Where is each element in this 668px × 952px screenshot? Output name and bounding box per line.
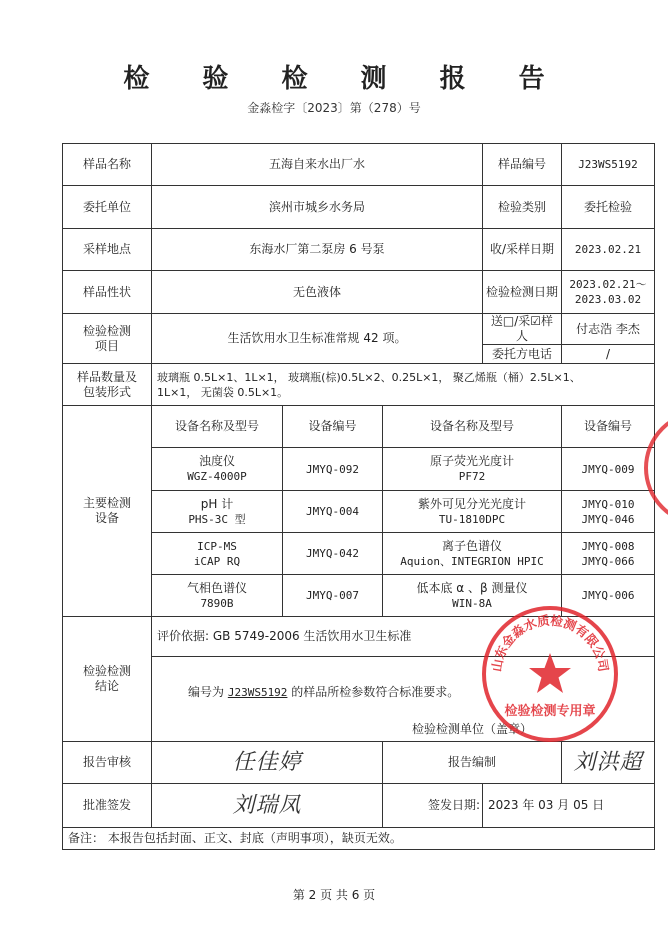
equipment-no-line: JMYQ-008 bbox=[581, 539, 635, 553]
equipment-no: JMYQ-006 bbox=[562, 575, 655, 617]
client-value: 滨州市城乡水务局 bbox=[152, 186, 483, 229]
equipment-label-line1: 主要检测 bbox=[82, 496, 131, 510]
conclusion-label-line2: 结论 bbox=[94, 679, 119, 693]
equipment-name bbox=[383, 533, 562, 575]
approve-label: 批准签发 bbox=[63, 784, 152, 828]
items-label-line1: 检验检测 bbox=[82, 323, 131, 338]
equipment-name bbox=[383, 575, 562, 617]
equipment-model-line: PHS-3C 型 bbox=[188, 512, 246, 526]
seal-purpose-text: 检验检测专用章 bbox=[504, 704, 596, 719]
equipment-model-line: 7890B bbox=[200, 596, 234, 610]
equipment-name bbox=[152, 575, 283, 617]
equipment-header-name-2: 设备名称及型号 bbox=[383, 406, 562, 448]
quantity-line1: 玻璃瓶 0.5L×1、1L×1， 玻璃瓶(棕)0.5L×2、0.25L×1， 聚乙烯瓶（桶）2.5L×1、 bbox=[157, 370, 581, 384]
page-footer: 第 2 页 共 6 页 bbox=[292, 888, 376, 902]
equipment-no: JMYQ-004 bbox=[283, 491, 383, 533]
sampling-date-value: 2023.02.21 bbox=[562, 229, 655, 271]
equipment-model-line: WGZ-4000P bbox=[187, 470, 247, 483]
equipment-name bbox=[383, 491, 562, 533]
issue-date-label: 签发日期: bbox=[383, 784, 483, 828]
sampling-date-label: 收/采样日期 bbox=[483, 229, 562, 271]
equipment-no-line: JMYQ-010 bbox=[581, 497, 635, 511]
equipment-no bbox=[562, 491, 655, 533]
equipment-no bbox=[562, 533, 655, 575]
sampler-names: 付志浩 李杰 bbox=[562, 314, 655, 345]
equipment-model-line: WIN-8A bbox=[452, 596, 492, 610]
sample-no-label: 样品编号 bbox=[483, 144, 562, 186]
equipment-name-line: 低本底 α 、β 测量仪 bbox=[416, 580, 528, 595]
client-phone-value: / bbox=[562, 345, 655, 364]
test-date-end: 2023.03.02 bbox=[574, 293, 642, 306]
client-phone-label: 委托方电话 bbox=[483, 345, 562, 364]
review-label: 报告审核 bbox=[63, 742, 152, 784]
conclusion-prefix: 编号为 bbox=[188, 685, 228, 699]
equipment-name-line: 离子色谱仪 bbox=[441, 538, 502, 553]
delivery-label: 送□/采☑样人 bbox=[483, 314, 562, 345]
quantity-label-line1: 样品数量及 bbox=[76, 369, 137, 384]
equipment-no-line: JMYQ-046 bbox=[581, 512, 635, 526]
test-date-label: 检验检测日期 bbox=[483, 271, 562, 314]
report-number: 金淼检字〔2023〕第（278）号 bbox=[247, 101, 421, 115]
equipment-header-name-1: 设备名称及型号 bbox=[152, 406, 283, 448]
equipment-header-no-2: 设备编号 bbox=[562, 406, 655, 448]
compiler-label: 报告编制 bbox=[383, 742, 562, 784]
items-label-line2: 项目 bbox=[94, 338, 119, 353]
seal-org-text: 山东金淼水质检测有限公司 bbox=[488, 612, 612, 673]
equipment-name bbox=[152, 533, 283, 575]
equipment-name-line: 浊度仪 bbox=[198, 454, 235, 468]
conclusion-label bbox=[63, 617, 152, 742]
test-date-value bbox=[562, 271, 655, 314]
testing-unit: 检验检测单位（盖章） bbox=[412, 722, 533, 736]
client-label: 委托单位 bbox=[63, 186, 152, 229]
site-label: 采样地点 bbox=[63, 229, 152, 271]
equipment-no: JMYQ-092 bbox=[283, 448, 383, 491]
site-value: 东海水厂第二泵房 6 号泵 bbox=[152, 229, 483, 271]
quantity-label-line2: 包装形式 bbox=[82, 384, 131, 399]
equipment-name-line: 原子荧光光度计 bbox=[429, 454, 514, 468]
reviewer-signature: 任佳婷 bbox=[152, 742, 383, 784]
conclusion-basis: 评价依据: GB 5749-2006 生活饮用水卫生标准 bbox=[152, 617, 655, 657]
compiler-signature: 刘洪超 bbox=[562, 742, 655, 784]
conclusion-statement bbox=[152, 685, 652, 700]
equipment-model-line: Aquion、INTEGRION HPIC bbox=[400, 554, 544, 568]
equipment-name bbox=[152, 448, 283, 491]
conclusion-sample-ref: J23WS5192 bbox=[227, 686, 288, 699]
equipment-name-line: 紫外可见分光光度计 bbox=[417, 496, 526, 511]
property-value: 无色液体 bbox=[152, 271, 483, 314]
sample-name-value: 五海自来水出厂水 bbox=[152, 144, 483, 186]
conclusion-suffix: 的样品所检参数符合标准要求。 bbox=[287, 685, 460, 699]
report-title: 检 验 检 测 报 告 bbox=[123, 64, 567, 94]
equipment-name-line: ICP-MS bbox=[197, 539, 237, 553]
equipment-model-line: PF72 bbox=[458, 470, 486, 483]
equipment-label-line2: 设备 bbox=[94, 511, 119, 525]
conclusion-label-line1: 检验检测 bbox=[82, 664, 131, 678]
equipment-header-no-1: 设备编号 bbox=[283, 406, 383, 448]
quantity-line2: 1L×1， 无菌袋 0.5L×1。 bbox=[157, 385, 289, 399]
test-date-start: 2023.02.21～ bbox=[569, 278, 647, 291]
property-label: 样品性状 bbox=[63, 271, 152, 314]
equipment-no: JMYQ-007 bbox=[283, 575, 383, 617]
quantity-value bbox=[152, 364, 655, 406]
equipment-no-line: JMYQ-066 bbox=[581, 554, 635, 568]
equipment-model-line: TU-1810DPC bbox=[438, 512, 506, 526]
conclusion-body bbox=[152, 657, 655, 742]
test-type-value: 委托检验 bbox=[562, 186, 655, 229]
items-value: 生活饮用水卫生标准常规 42 项。 bbox=[152, 314, 483, 364]
equipment-name bbox=[383, 448, 562, 491]
equipment-name-line: 气相色谱仪 bbox=[186, 580, 247, 595]
approver-signature: 刘瑞凤 bbox=[152, 784, 383, 828]
equipment-model-line: iCAP RQ bbox=[193, 554, 241, 568]
test-type-label: 检验类别 bbox=[483, 186, 562, 229]
remark: 备注： 本报告包括封面、正文、封底（声明事项），缺页无效。 bbox=[63, 828, 655, 850]
sample-no-value: J23WS5192 bbox=[562, 144, 655, 186]
sample-name-label: 样品名称 bbox=[63, 144, 152, 186]
equipment-name-line: pH 计 bbox=[200, 496, 234, 511]
equipment-label bbox=[63, 406, 152, 617]
quantity-label bbox=[63, 364, 152, 406]
equipment-name bbox=[152, 491, 283, 533]
issue-date-value: 2023 年 03 月 05 日 bbox=[483, 784, 655, 828]
equipment-no: JMYQ-042 bbox=[283, 533, 383, 575]
items-label bbox=[63, 314, 152, 364]
equipment-no: JMYQ-009 bbox=[562, 448, 655, 491]
report-table bbox=[62, 143, 655, 850]
